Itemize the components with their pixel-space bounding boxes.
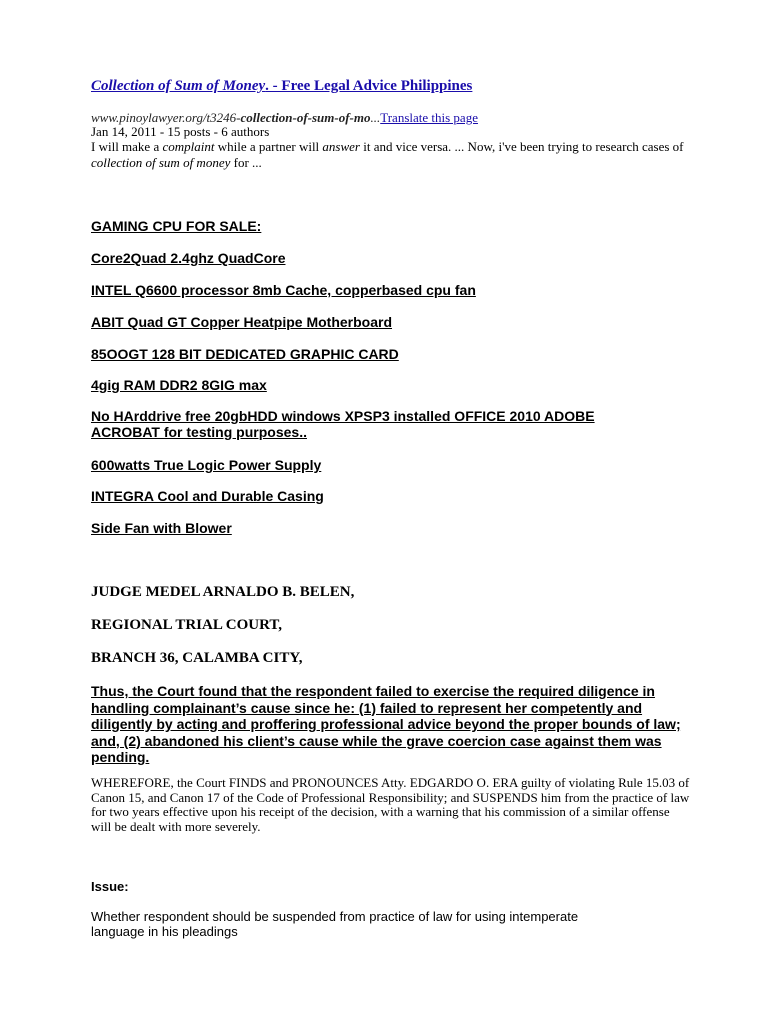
spec-item: INTEL Q6600 processor 8mb Cache, copperbased cpu fan bbox=[91, 282, 476, 298]
snippet-emphasis-2: answer bbox=[322, 139, 360, 154]
search-result-title-link[interactable] bbox=[91, 78, 472, 95]
title-italic: Collection of Sum of Money bbox=[91, 78, 266, 94]
snippet-text-3: it and vice versa. ... Now, i've been trying to research cases of bbox=[359, 139, 684, 154]
snippet-emphasis-3: collection of sum of money bbox=[91, 155, 231, 170]
translate-page-link[interactable]: Translate this page bbox=[380, 110, 478, 125]
spec-item: No HArddrive free 20gbHDD windows XPSP3 installed OFFICE 2010 ADOBE ACROBAT for testing purposes.. bbox=[91, 408, 595, 440]
snippet-text-1: I will make a bbox=[91, 139, 163, 154]
court-name: REGIONAL TRIAL COURT, bbox=[91, 617, 283, 633]
title-rest: . - Free Legal Advice Philippines bbox=[265, 78, 473, 94]
search-result-meta: Jan 14, 2011 - 15 posts - 6 authors bbox=[91, 124, 270, 139]
spec-heading: GAMING CPU FOR SALE: bbox=[91, 218, 262, 234]
judge-name: JUDGE MEDEL ARNALDO B. BELEN, bbox=[91, 584, 355, 600]
snippet-text-2: while a partner will bbox=[214, 139, 323, 154]
issue-heading: Issue: bbox=[91, 879, 129, 894]
court-holding: Thus, the Court found that the respondent failed to exercise the required diligence in handling complainant’s cause since he: (1) failed to represent her competently and diligently by acting and proffering professional advice beyond the proper bounds of law; and, (2) abandoned his client’s cause while the grave coercion case against them was pending. bbox=[91, 683, 681, 765]
issue-text: Whether respondent should be suspended from practice of law for using intemperate language in his pleadings bbox=[91, 909, 579, 939]
spec-item: 85OOGT 128 BIT DEDICATED GRAPHIC CARD bbox=[91, 346, 399, 362]
spec-item: Core2Quad 2.4ghz QuadCore bbox=[91, 250, 286, 266]
url-bold: collection-of-sum-of-mo bbox=[240, 110, 371, 125]
spec-item: 600watts True Logic Power Supply bbox=[91, 457, 322, 473]
spec-item: INTEGRA Cool and Durable Casing bbox=[91, 488, 324, 504]
search-result-snippet bbox=[91, 139, 691, 171]
spec-item: 4gig RAM DDR2 8GIG max bbox=[91, 377, 267, 393]
court-branch: BRANCH 36, CALAMBA CITY, bbox=[91, 650, 303, 666]
url-prefix: www.pinoylawyer.org/t3246- bbox=[91, 110, 241, 125]
snippet-text-4: for ... bbox=[230, 155, 262, 170]
spec-item: Side Fan with Blower bbox=[91, 520, 232, 536]
spec-item: ABIT Quad GT Copper Heatpipe Motherboard bbox=[91, 314, 393, 330]
wherefore-paragraph: WHEREFORE, the Court FINDS and PRONOUNCES Atty. EDGARDO O. ERA guilty of violating Rule 15.03 of Canon 15, and Canon 17 of the Code of Professional Responsibility; and SUSPENDS him from the practice of law for two years effective upon his receipt of the decision, with a warning that his commission of a similar offense will be dealt with more severely. bbox=[91, 775, 690, 834]
snippet-emphasis-1: complaint bbox=[162, 139, 215, 154]
url-suffix: ... bbox=[370, 110, 381, 125]
